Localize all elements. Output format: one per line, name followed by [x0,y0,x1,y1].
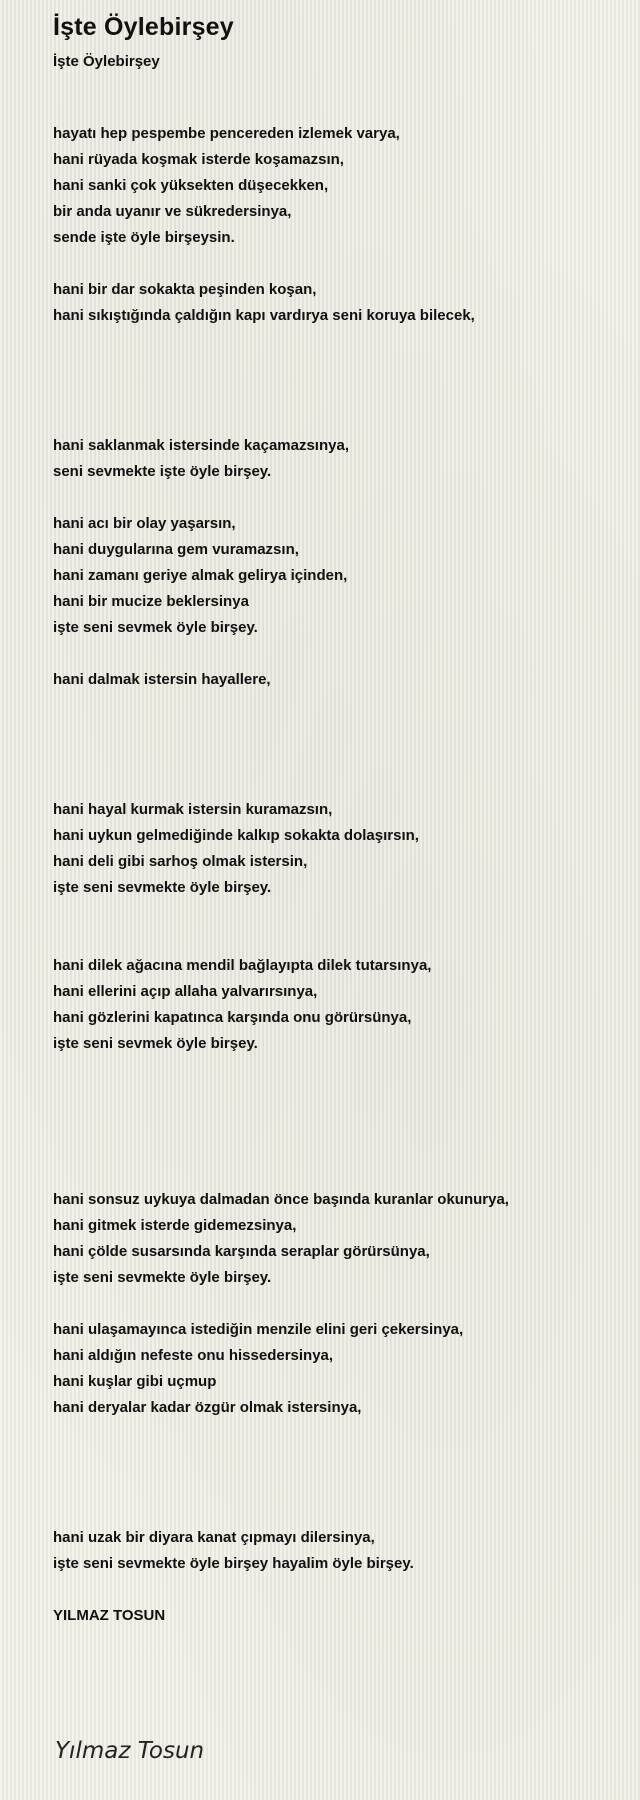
blank-line [53,355,623,381]
blank-line [53,381,623,407]
poem-author: YILMAZ TOSUN [53,1607,166,1624]
poem-line: hayatı hep pespembe pencereden izlemek varya, [53,125,400,142]
blank-line [53,1083,623,1109]
blank-line [53,1291,623,1317]
poem-line: hani acı bir olay yaşarsın, [53,515,236,532]
blank-line [53,1499,623,1525]
blank-line [53,1057,623,1083]
poem-line: hani bir mucize beklersinya [53,593,249,610]
blank-line [53,1161,623,1187]
poem-line: hani sanki çok yüksekten düşecekken, [53,177,329,194]
poem-line: hani deli gibi sarhoş olmak istersin, [53,853,308,870]
blank-line [53,329,623,355]
poem-line: hani uzak bir diyara kanat çıpmayı dilersinya, [53,1529,375,1546]
poem-line: seni sevmekte işte öyle birşey. [53,463,272,480]
author-signature: Yılmaz Tosun [55,1738,205,1764]
poem-line: hani gitmek isterde gidemezsinya, [53,1217,297,1234]
blank-line [53,407,623,433]
poem-line: işte seni sevmek öyle birşey. [53,619,258,636]
blank-line [53,771,623,797]
poem-line: işte seni sevmekte öyle birşey. [53,879,272,896]
poem-line: hani aldığın nefeste onu hissedersinya, [53,1347,334,1364]
blank-line [53,1577,623,1603]
blank-line [53,1447,623,1473]
blank-line [53,719,623,745]
poem-line: hani saklanmak istersinde kaçamazsınya, [53,437,349,454]
poem-line: hani zamanı geriye almak gelirya içinden, [53,567,348,584]
poem-line: bir anda uyanır ve sükredersinya, [53,203,292,220]
poem-line: işte seni sevmekte öyle birşey hayalim öyle birşey. [53,1555,414,1572]
poem-line: hani ellerini açıp allaha yalvarırsınya, [53,983,318,1000]
poem-line: hani kuşlar gibi uçmup [53,1373,217,1390]
blank-line [53,641,623,667]
poem-title: İşte Öylebirşey [53,13,234,41]
poem-line: hani ulaşamayınca istediğin menzile elini geri çekersinya, [53,1321,464,1338]
poem-subtitle: İşte Öylebirşey [53,53,160,70]
poem-line: işte seni sevmek öyle birşey. [53,1035,258,1052]
poem-line: hani rüyada koşmak isterde koşamazsın, [53,151,344,168]
blank-line [53,1135,623,1161]
blank-line [53,95,623,121]
poem-line: hani uykun gelmediğinde kalkıp sokakta dolaşırsın, [53,827,419,844]
blank-line [53,1109,623,1135]
blank-line [53,1421,623,1447]
poem-line: hani sıkıştığında çaldığın kapı vardırya seni koruya bilecek, [53,307,475,324]
blank-line [53,927,623,953]
blank-line [53,745,623,771]
poem-line: hani çölde susarsında karşında seraplar görürsünya, [53,1243,430,1260]
poem-page [53,12,623,1629]
poem-body [53,95,623,1603]
blank-line [53,693,623,719]
poem-line: hani duygularına gem vuramazsın, [53,541,299,558]
poem-line: hani deryalar kadar özgür olmak istersinya, [53,1399,362,1416]
poem-line: hani gözlerini kapatınca karşında onu görürsünya, [53,1009,412,1026]
poem-line: işte seni sevmekte öyle birşey. [53,1269,272,1286]
blank-line [53,1473,623,1499]
poem-line: hani dalmak istersin hayallere, [53,671,271,688]
poem-line: hani dilek ağacına mendil bağlayıpta dilek tutarsınya, [53,957,432,974]
poem-line: hani hayal kurmak istersin kuramazsın, [53,801,333,818]
poem-line: hani bir dar sokakta peşinden koşan, [53,281,317,298]
poem-line: hani sonsuz uykuya dalmadan önce başında kuranlar okunurya, [53,1191,509,1208]
blank-line [53,485,623,511]
poem-line: sende işte öyle birşeysin. [53,229,235,246]
blank-line [53,901,623,927]
blank-line [53,251,623,277]
